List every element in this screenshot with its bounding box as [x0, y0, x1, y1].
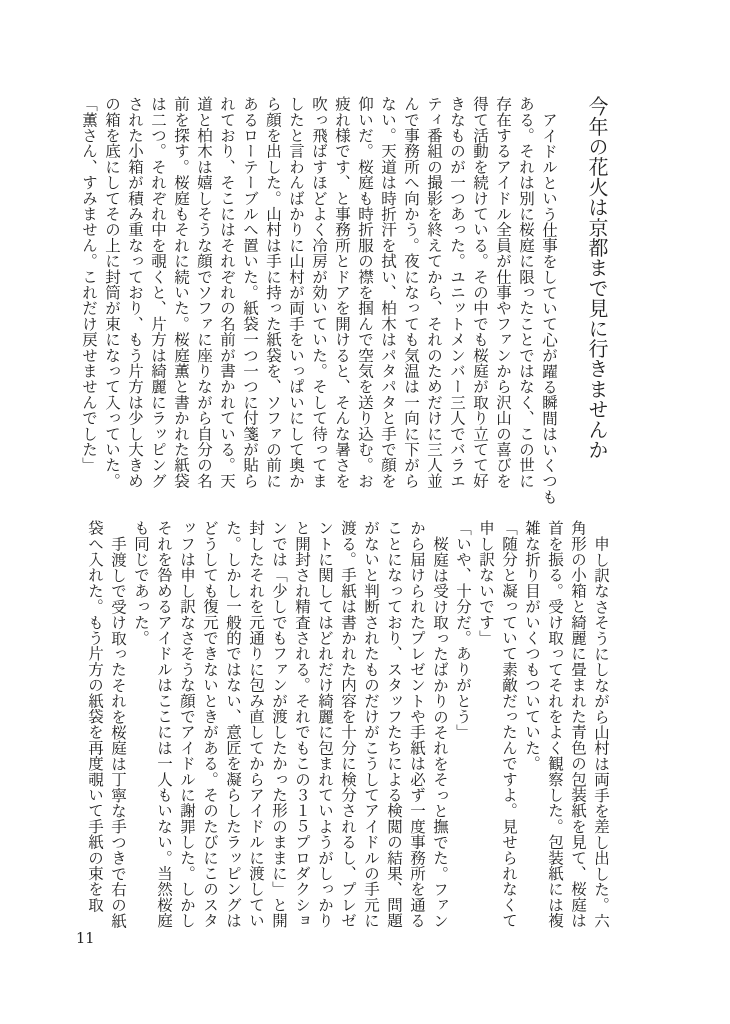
chapter-title: 今年の花火は京都まで見に行きませんか	[585, 96, 609, 460]
paragraph-dialogue: 「随分と凝っていて素敵だったんですよ。見せられなくて申し訳ないです」	[477, 520, 518, 929]
paragraph-narrative: 手渡しで受け取ったそれを桜庭は丁寧な手つきで右の紙袋へ入れた。もう片方の紙袋を再度覗いて手紙の束を取	[86, 520, 127, 928]
lower-text-block	[67, 520, 612, 930]
page-number: 11	[76, 931, 95, 947]
paragraph-narrative: アイドルという仕事をしていて心が躍る瞬間はいくつもある。それは別に桜庭に限ったことではなく、この世に存在するアイドル全員が仕事やファンから沢山の喜びを得て活動を続けている。その中でも桜庭が取り立てて好きなものが一つあった。ユニットメンバー三人でバラエティ番組の撮影を終えてから、それのためだけに三人並んで事務所へ向かう。夜になっても気温は一向に下がらない。天道は時折汗を拭い、柏木はパタパタと手で顔を仰いだ。桜庭も時折服の襟を掴んで空気を送り込む。お疲れ様です、と事務所とドアを開けると、そんな暑さを吹っ飛ばすほどよく冷房が効いていた。そして待ってましたと言わんばかりに山村が両手をいっぱいにして奥から顔を出した。山村は手に持った紙袋を、ソファの前にあるローテーブルへ置いた。紙袋一つ一つに付箋が貼られており、そこにはそれぞれの名前が書かれている。天道と柏木は嬉しそうな顔でソファに座りながら自分の名前を探す。桜庭もそれに続いた。桜庭薫と書かれた紙袋は二つ。それぞれ中を覗くと、片方は綺麗にラッピングされた小箱が積み重なっており、もう片方は少し大きめの箱を底にしてその上に封筒が束になって入っていた。	[103, 96, 558, 504]
paragraph-narrative: 申し訳なさそうにしながら山村は両手を差し出した。六角形の小箱と綺麗に畳まれた青色の包装紙を見て、桜庭は首を振る。受け取ってそれをよく観察した。包装紙には複雑な折り目がいくつもついていた。	[523, 520, 610, 929]
paragraph-dialogue: 「薫さん、すみません。これだけ戻せませんでした」	[80, 96, 98, 473]
upper-text-block	[67, 96, 612, 504]
paragraph-dialogue: 「いや、十分だ。ありがとう」	[454, 520, 472, 740]
paragraph-narrative: 桜庭は受け取ったばかりのそれをそっと撫でた。ファンから届けられたプレゼントや手紙は必ず一度事務所を通ることになっており、スタッフたちによる検閲の結果、問題がないと判断されたものだけがこうしてアイドルの手元に渡る。手紙は書かれた内容を十分に検分されるし、プレゼントに関してはどれだけ綺麗に包まれていようがしっかりと開封され精査される。それでもこの３１５プロダクションでは「少しでもファンが渡したかった形のままに」と開封したそれを元通りに包み直してからアイドルに渡していた。しかし一般的ではない、意匠を凝らしたラッピングはどうしても復元できないときがある。そのたびにこのスタッフは申し訳なさそうな顔でアイドルに謝罪した。しかしそれを咎めるアイドルはここには一人もいない。当然桜庭も同じであった。	[132, 520, 449, 929]
